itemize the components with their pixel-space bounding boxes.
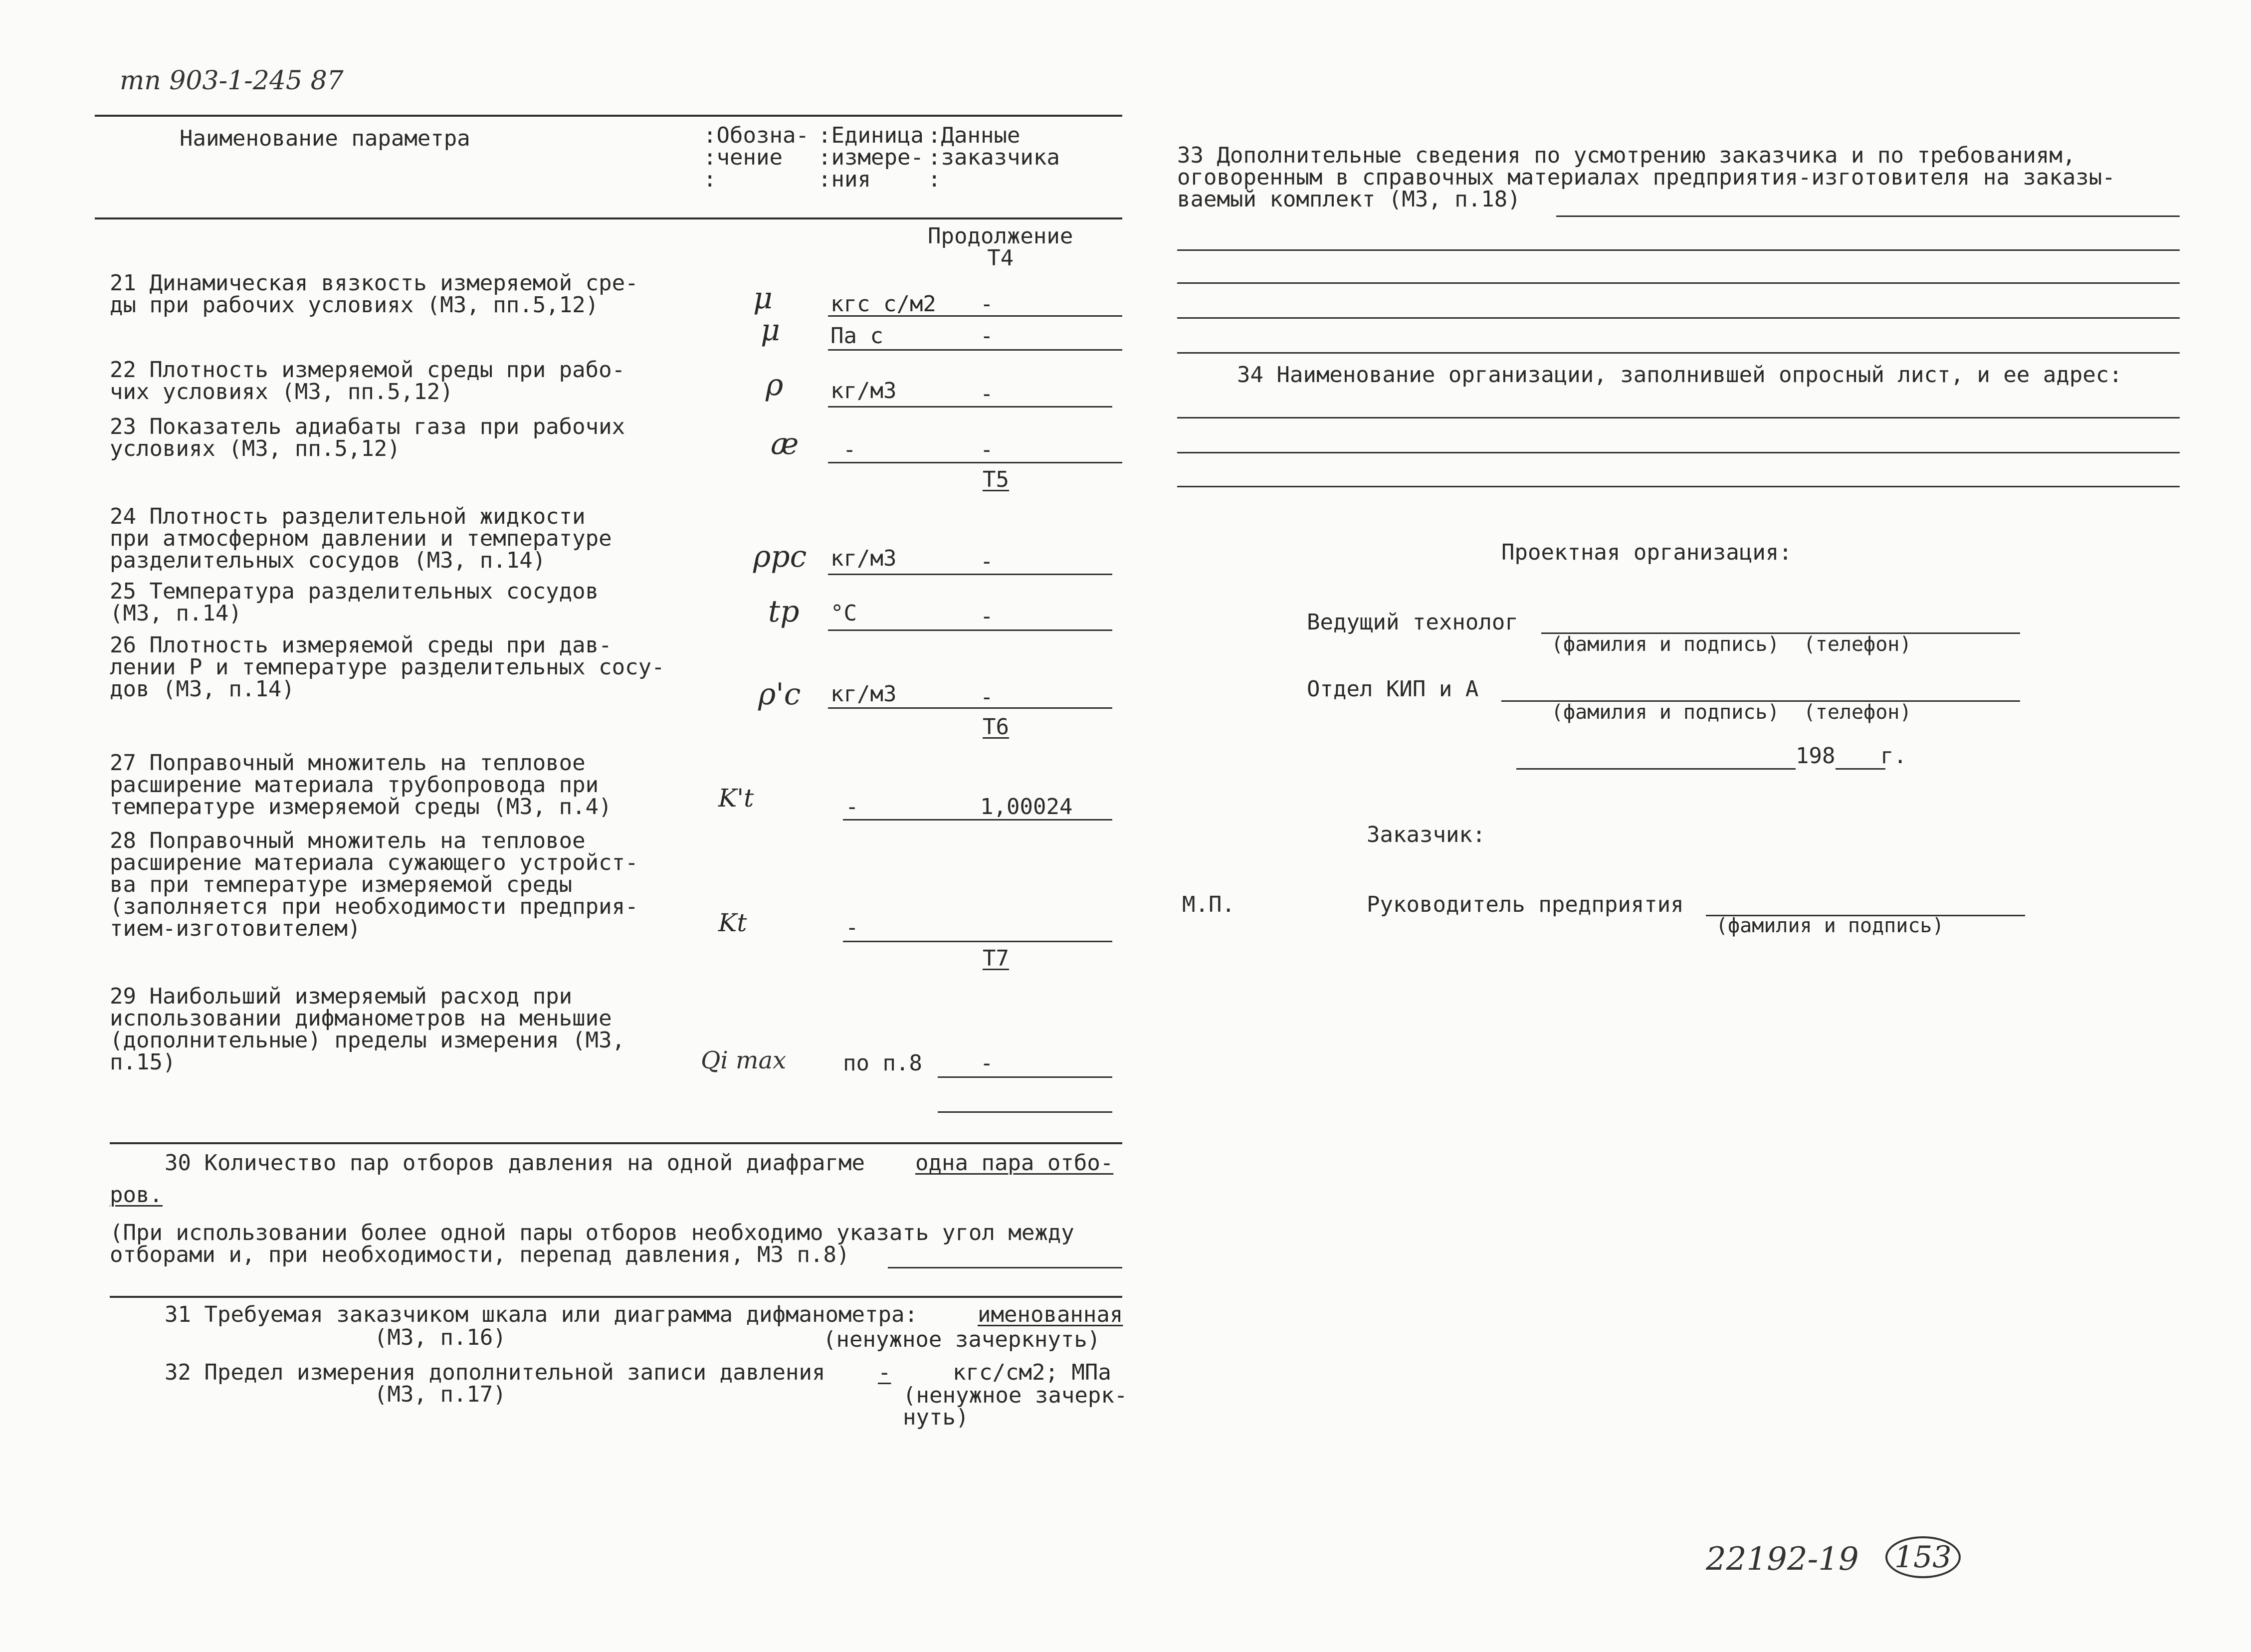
- row-21b-value: -: [980, 323, 994, 349]
- header-bottom-rule: [95, 217, 1122, 219]
- row-25-unit: °С: [830, 601, 857, 626]
- table-t6-label: Т6: [983, 714, 1009, 740]
- row-26-unit: кг/м3: [830, 681, 897, 707]
- row-24-symbol: ρрс: [753, 539, 807, 574]
- row-34-rule-1: [1177, 417, 2180, 418]
- divider-31: [110, 1296, 1122, 1298]
- row-32-label: 32 Предел измерения дополнительной записи давления: [165, 1360, 825, 1385]
- row-31-value: именованная: [978, 1302, 1123, 1327]
- row-29-symbol: Qi max: [701, 1046, 787, 1074]
- row-25-rule: [828, 629, 1112, 631]
- row-29-rule-2: [938, 1111, 1112, 1113]
- row-32-unit: кгс/см2; МПа: [953, 1360, 1111, 1385]
- row-29-unit: по п.8: [843, 1050, 922, 1076]
- header-param-name: Наименование параметра: [180, 126, 470, 151]
- lead-technologist-hint: (фамилия и подпись) (телефон): [1551, 633, 1912, 656]
- kip-dept-hint: (фамилия и подпись) (телефон): [1551, 701, 1912, 724]
- row-21-label: 21 Динамическая вязкость измеряемой сре- ды при рабочих условиях (МЗ, пп.5,12): [110, 270, 638, 318]
- row-30-value: одна пара отбо-: [915, 1150, 1114, 1176]
- row-29-label: 29 Наибольший измеряемый расход при использовании дифманометров на меньшие (дополнительные) пределы измерения (МЗ, п.15): [110, 984, 625, 1075]
- row-23-unit: -: [843, 437, 856, 462]
- row-28-symbol: Kt: [718, 908, 747, 937]
- row-25-symbol: tр: [768, 594, 800, 629]
- row-32-note: (ненужное зачерк- нуть): [903, 1383, 1128, 1430]
- director-label: Руководитель предприятия: [1367, 892, 1684, 917]
- year-suffix-line[interactable]: [1836, 768, 1885, 770]
- row-22-rule: [828, 406, 1112, 408]
- row-28-unit: -: [845, 915, 859, 940]
- row-34-label: 34 Наименование организации, заполнившей опросный лист, и ее адрес:: [1237, 362, 2122, 388]
- row-28-label: 28 Поправочный множитель на тепловое расширение материала сужающего устройст- ва при температуре измеряемой среды (заполняется при необходимости предприя- тием-изготовителем): [110, 828, 638, 941]
- row-21-rule: [828, 315, 1122, 317]
- design-org-heading: Проектная организация:: [1501, 540, 1792, 565]
- row-23-symbol: æ: [771, 426, 799, 461]
- row-22-label: 22 Плотность измеряемой среды при рабо- чих условиях (МЗ, пп.5,12): [110, 357, 625, 405]
- row-21-value: -: [980, 291, 994, 317]
- table-t5-label: Т5: [983, 467, 1009, 492]
- row-23-value: -: [980, 437, 994, 462]
- continuation-label: Продолжение Т4: [928, 223, 1073, 271]
- row-24-label: 24 Плотность разделительной жидкости при атмосферном давлении и температуре разделительных сосудов (МЗ, п.14): [110, 504, 612, 573]
- row-32-value: -: [878, 1360, 891, 1385]
- row-29-rule: [938, 1076, 1112, 1078]
- row-24-value: -: [980, 549, 994, 574]
- row-22-value: -: [980, 381, 994, 407]
- row-33-rule-5: [1177, 352, 2180, 354]
- row-21b-unit: Па с: [830, 323, 883, 349]
- archive-number: 22192-19: [1706, 1541, 1859, 1578]
- stamp-label: М.П.: [1182, 892, 1235, 917]
- header-unit: :Единица :измере- :ния: [818, 123, 924, 192]
- row-31-ref: (МЗ, п.16): [374, 1325, 506, 1350]
- row-26-label: 26 Плотность измеряемой среды при дав- лении Р и температуре разделительных сосу- дов (МЗ, п.14): [110, 632, 665, 702]
- row-34-rule-3: [1177, 486, 2180, 487]
- date-line[interactable]: [1516, 768, 1796, 770]
- row-34-rule-2: [1177, 452, 2180, 453]
- row-33-rule-1: [1556, 215, 2180, 217]
- row-23-label: 23 Показатель адиабаты газа при рабочих условиях (МЗ, пп.5,12): [110, 414, 625, 461]
- customer-heading: Заказчик:: [1367, 822, 1486, 847]
- row-30-label: 30 Количество пар отборов давления на одной диафрагме: [165, 1150, 865, 1176]
- row-21-unit: кгс с/м2: [830, 291, 936, 317]
- row-27-symbol: K't: [718, 784, 754, 813]
- row-27-value: 1,00024: [980, 794, 1073, 820]
- row-25-label: 25 Температура разделительных сосудов (МЗ, п.14): [110, 579, 599, 626]
- row-29-value: -: [980, 1050, 994, 1076]
- row-27-unit: -: [845, 794, 859, 820]
- year-suffix: г.: [1880, 743, 1907, 769]
- row-32-ref: (МЗ, п.17): [374, 1382, 506, 1407]
- row-33-label: 33 Дополнительные сведения по усмотрению заказчика и по требованиям, оговоренным в справочных материалах предприятия-изготовителя на заказы- ваемый комплект (МЗ, п.18): [1177, 143, 2115, 212]
- row-21-symbol: μ: [753, 281, 773, 316]
- row-33-rule-4: [1177, 317, 2180, 319]
- header-designation: :Обозна- :чение :: [703, 123, 809, 192]
- row-26-rule: [828, 707, 1112, 709]
- kip-dept-label: Отдел КИП и А: [1307, 676, 1479, 702]
- director-hint: (фамилия и подпись): [1716, 914, 1944, 937]
- row-22-unit: кг/м3: [830, 378, 897, 404]
- header-top-rule: [95, 115, 1122, 117]
- row-26-value: -: [980, 684, 994, 710]
- row-21b-rule: [828, 349, 1122, 351]
- table-t7-label: Т7: [983, 946, 1009, 971]
- row-33-rule-2: [1177, 249, 2180, 251]
- row-24-unit: кг/м3: [830, 546, 897, 571]
- row-31-label: 31 Требуемая заказчиком шкала или диаграмма дифманометра:: [165, 1302, 918, 1327]
- row-21b-symbol: μ: [761, 313, 780, 348]
- page-number: 153: [1885, 1536, 1961, 1578]
- row-24-rule: [828, 574, 1112, 575]
- row-30-value-cont: ров.: [110, 1182, 163, 1208]
- row-31-note: (ненужное зачеркнуть): [823, 1327, 1101, 1352]
- row-28-rule: [843, 941, 1112, 942]
- row-27-label: 27 Поправочный множитель на тепловое расширение материала трубопровода при температуре измеряемой среды (МЗ, п.4): [110, 750, 612, 820]
- row-22-symbol: ρ: [766, 368, 784, 403]
- row-25-value: -: [980, 604, 994, 629]
- row-33-rule-3: [1177, 282, 2180, 284]
- year-label: 198: [1796, 743, 1836, 769]
- row-26-symbol: ρ'с: [758, 677, 801, 712]
- row-23-rule: [828, 462, 1122, 463]
- row-30-note: (При использовании более одной пары отборов необходимо указать угол между отборами и, при необходимости, перепад давления, МЗ п.8): [110, 1220, 1074, 1267]
- row-30-note-rule: [888, 1267, 1122, 1268]
- lead-technologist-label: Ведущий технолог: [1307, 610, 1518, 635]
- divider-30: [110, 1142, 1122, 1144]
- header-customer: :Данные :заказчика :: [928, 123, 1060, 192]
- doc-code: тп 903-1-245 87: [120, 66, 344, 96]
- row-27-rule: [843, 819, 1112, 821]
